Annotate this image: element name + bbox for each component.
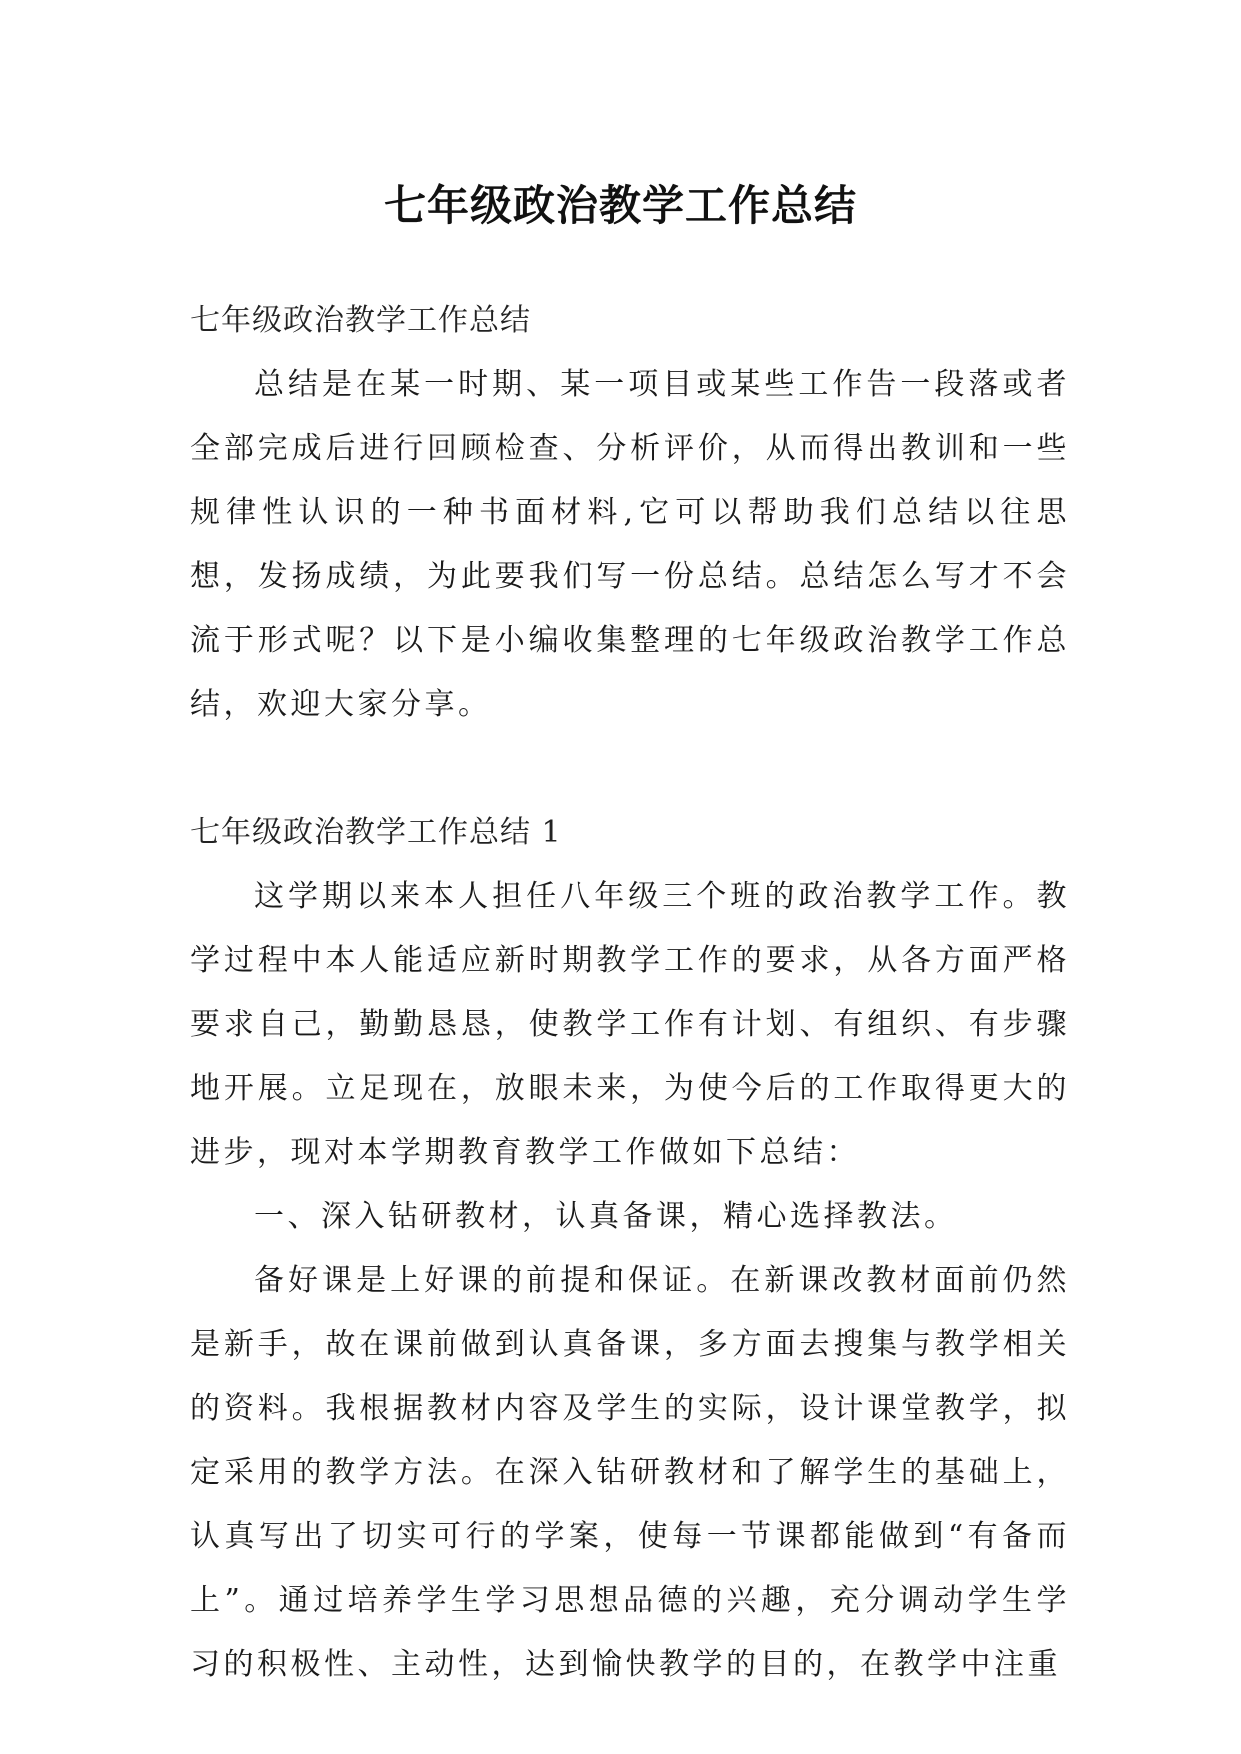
body-paragraph: 备好课是上好课的前提和保证。在新课改教材面前仍然是新手，故在课前做到认真备课，多方面去搜集与教学相关的资料。我根据教材内容及学生的实际，设计课堂教学，拟定采用的教学方法。在深入钻研教材和了解学生的基础上，认真写出了切实可行的学案，使每一节课都能做到“有备而上”。通过培养学生学习思想品德的兴趣，充分调动学生学习的积极性、主动性，达到愉快教学的目的，在教学中注重 [190, 1263, 1070, 1682]
intro-heading: 七年级政治教学工作总结 [190, 303, 531, 338]
intro-paragraph: 总结是在某一时期、某一项目或某些工作告一段落或者全部完成后进行回顾检查、分析评价，从而得出教训和一些规律性认识的一种书面材料,它可以帮助我们总结以往思想，发扬成绩，为此要我们写一份总结。总结怎么写才不会流于形式呢？以下是小编收集整理的七年级政治教学工作总结，欢迎大家分享。 [190, 367, 1070, 722]
page-title: 七年级政治教学工作总结 [383, 181, 857, 231]
section-heading: 七年级政治教学工作总结 1 [190, 815, 562, 850]
body-paragraph: 这学期以来本人担任八年级三个班的政治教学工作。教学过程中本人能适应新时期教学工作的要求，从各方面严格要求自己，勤勤恳恳，使教学工作有计划、有组织、有步骤地开展。立足现在，放眼未来，为使今后的工作取得更大的进步，现对本学期教育教学工作做如下总结： [190, 879, 1070, 1170]
document-body [190, 289, 1070, 1697]
section-spacer [190, 737, 1070, 801]
list-item-heading: 一、深入钻研教材，认真备课，精心选择教法。 [254, 1199, 958, 1234]
